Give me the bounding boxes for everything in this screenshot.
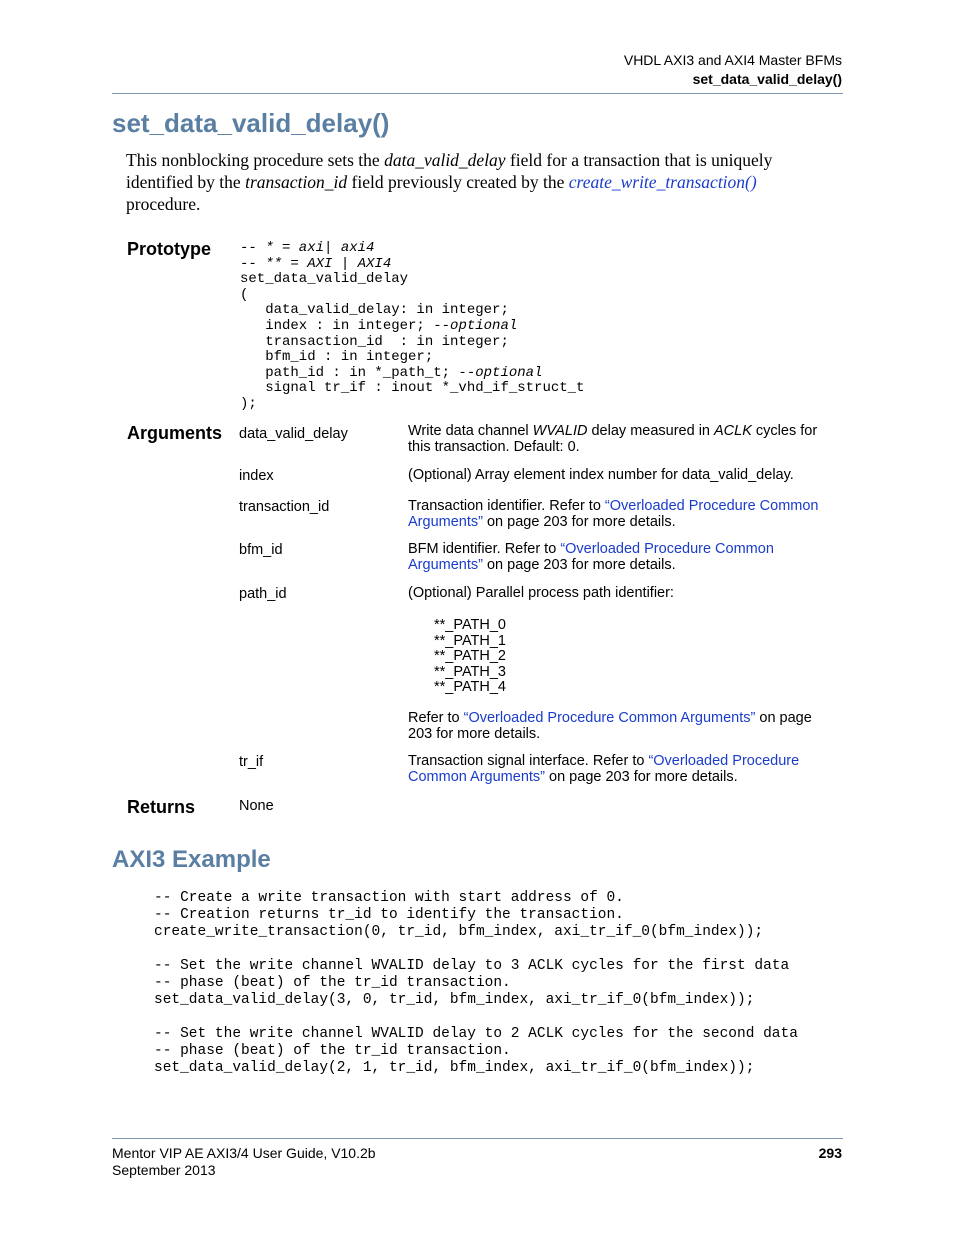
code-line: create_write_transaction(0, tr_id, bfm_index, axi_tr_if_0(bfm_index)); — [154, 924, 764, 940]
arg-desc-emphasis: ACLK — [714, 423, 752, 439]
path-id-values-list — [434, 618, 506, 696]
code-line: -- * = axi| axi4 — [240, 240, 375, 256]
arg-desc-transaction-id — [408, 499, 838, 531]
arg-desc-text: on page 203 for more details. — [482, 513, 676, 530]
footer-info — [112, 1145, 376, 1179]
running-header-chapter: VHDL AXI3 and AXI4 Master BFMs — [623, 52, 842, 68]
arg-desc-text: Transaction signal interface. Refer to — [408, 753, 649, 769]
code-line: -- Create a write transaction with start address of 0. — [154, 890, 624, 906]
overloaded-args-link[interactable]: “Overloaded Procedure Common Arguments” — [408, 753, 800, 785]
overloaded-args-link[interactable]: “Overloaded Procedure Common Arguments” — [408, 541, 774, 573]
returns-label: Returns — [127, 797, 196, 817]
code-line: transaction_id : in integer; — [240, 333, 509, 350]
code-line: data_valid_delay: in integer; — [240, 302, 509, 319]
header-rule — [112, 93, 843, 94]
code-line: set_data_valid_delay — [240, 271, 409, 288]
example-heading: AXI3 Example — [112, 846, 271, 873]
arg-desc-text: on page 203 for more details. — [545, 768, 738, 785]
intro-text: field previously created by the — [347, 172, 569, 192]
footer-date: September 2013 — [112, 1162, 216, 1178]
list-item: **_PATH_3 — [434, 663, 506, 680]
intro-emphasis: transaction_id — [245, 172, 348, 192]
create-write-transaction-link[interactable]: create_write_transaction() — [568, 172, 757, 192]
code-comment: optional — [450, 317, 518, 334]
intro-text: This nonblocking procedure sets the — [126, 150, 385, 170]
page-title: set_data_valid_delay() — [112, 108, 390, 138]
arg-name-bfm-id: bfm_id — [239, 542, 283, 558]
arg-name-transaction-id: transaction_id — [239, 499, 330, 515]
overloaded-args-link[interactable]: “Overloaded Procedure Common Arguments” — [463, 710, 756, 726]
code-line: set_data_valid_delay(3, 0, tr_id, bfm_index, axi_tr_if_0(bfm_index)); — [154, 992, 755, 1008]
list-item: **_PATH_0 — [434, 617, 506, 633]
intro-paragraph — [126, 149, 826, 215]
code-line: signal tr_if : inout *_vhd_if_struct_t — [240, 380, 585, 397]
code-line: -- phase (beat) of the tr_id transaction. — [154, 975, 511, 991]
page-number: 293 — [818, 1145, 842, 1161]
code-line: path_id : in *_path_t; -- — [240, 364, 476, 381]
running-header-section: set_data_valid_delay() — [692, 71, 842, 87]
code-line: -- phase (beat) of the tr_id transaction. — [154, 1043, 511, 1059]
arg-name-path-id: path_id — [239, 586, 287, 602]
overloaded-args-link[interactable]: “Overloaded Procedure Common Arguments” — [408, 498, 819, 530]
arg-desc-tr-if — [408, 754, 838, 786]
arg-desc-text: Write data channel — [408, 423, 533, 439]
code-line: -- Set the write channel WVALID delay to 2 ACLK cycles for the second data — [154, 1026, 798, 1042]
list-item: **_PATH_4 — [434, 679, 506, 696]
list-item: **_PATH_1 — [434, 632, 506, 649]
code-line: -- Creation returns tr_id to identify the transaction. — [154, 907, 624, 923]
example-code — [154, 890, 798, 1077]
arg-desc-data-valid-delay — [408, 424, 838, 456]
intro-text: procedure. — [126, 194, 201, 214]
code-line: bfm_id : in integer; — [240, 349, 434, 366]
footer-rule — [112, 1138, 843, 1139]
arg-desc-bfm-id — [408, 542, 838, 574]
arguments-label: Arguments — [127, 423, 223, 443]
code-line: -- ** = AXI | AXI4 — [240, 255, 392, 272]
arg-desc-text: on page 203 for more details. — [408, 710, 812, 742]
code-comment: optional — [475, 364, 543, 381]
arg-desc-index: (Optional) Array element index number for data_valid_delay. — [408, 467, 794, 483]
arg-desc-emphasis: WVALID — [532, 423, 588, 439]
arg-desc-path-id: (Optional) Parallel process path identifier: — [408, 585, 674, 601]
arg-desc-text: on page 203 for more details. — [482, 556, 676, 573]
prototype-label: Prototype — [127, 239, 212, 259]
code-line: ( — [240, 286, 249, 303]
footer-guide-title: Mentor VIP AE AXI3/4 User Guide, V10.2b — [112, 1145, 376, 1161]
code-line: ); — [240, 395, 257, 412]
intro-text: field for a transaction that is uniquely identified by the — [126, 150, 773, 192]
arg-desc-text: cycles for this transaction. Default: 0. — [408, 423, 818, 455]
intro-emphasis: data_valid_delay — [384, 150, 506, 170]
code-line: -- Set the write channel WVALID delay to 3 ACLK cycles for the first data — [154, 958, 790, 974]
arg-name-tr-if: tr_if — [239, 754, 264, 770]
prototype-code — [240, 241, 584, 413]
arg-desc-text: BFM identifier. Refer to — [408, 541, 561, 557]
arg-name-index: index — [239, 468, 274, 484]
arg-desc-path-id-refer — [408, 711, 838, 743]
code-line: index : in integer; -- — [240, 317, 451, 334]
arg-desc-text: delay measured in — [587, 423, 715, 439]
arg-name-data-valid-delay: data_valid_delay — [239, 426, 348, 442]
arg-desc-text: Transaction identifier. Refer to — [408, 498, 605, 514]
arg-desc-text: Refer to — [408, 710, 464, 726]
returns-value: None — [239, 798, 274, 814]
code-line: set_data_valid_delay(2, 1, tr_id, bfm_index, axi_tr_if_0(bfm_index)); — [154, 1060, 755, 1076]
list-item: **_PATH_2 — [434, 648, 506, 665]
